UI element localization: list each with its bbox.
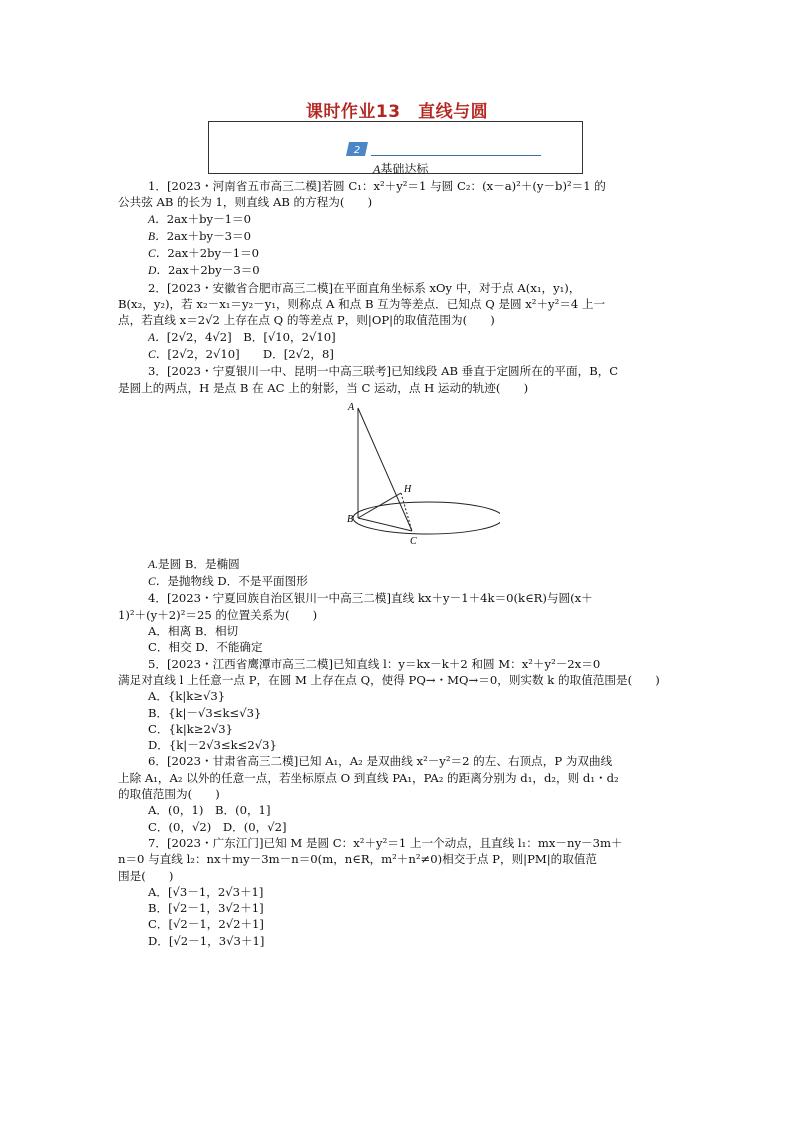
option-c: C．{k|k≥2√3} [148,721,234,736]
banner-underline [371,155,541,156]
question-text: 4．[2023・宁夏回族自治区银川一中高三二模]直线 kx＋y－1＋4k＝0(k∈R)与圆(x＋ [148,591,593,606]
segment-ac [358,408,412,531]
question-text: 2．[2023・安徽省合肥市高三二模]在平面直角坐标系 xOy 中，对于点 A(x₁，y₁)， [148,280,581,295]
question-1 [118,178,684,280]
question-text: n＝0 与直线 l₂：nx＋my－3m－n＝0(m，n∈R，m²＋n²≠0)相交于点 P，则|PM|的取值范 [118,852,598,867]
option-a: A.是圆 B．是椭圆 [148,556,240,571]
label-h: H [404,483,412,495]
question-4 [118,590,684,655]
question-text: 3．[2023・宁夏银川一中、昆明一中高三联考]已知线段 AB 垂直于定圆所在的平面，B，C [148,364,619,379]
badge-number: 2 [353,145,361,156]
option-a: A．[2√2，4√2] B．[√10，2√10] [148,329,336,344]
option-b: B．2ax＋by－3＝0 [148,228,252,243]
label-a: A [348,401,355,413]
section-letter: A [373,162,381,176]
question-text: 满足对直线 l 上任意一点 P，在圆 M 上存在点 Q，使得 PQ→・MQ→＝0，则实数 k 的取值范围是( ) [118,672,660,687]
question-text: 上除 A₁，A₂ 以外的任意一点，若坐标原点 O 到直线 PA₁，PA₂ 的距离分别为 d₁，d₂，则 d₁・d₂ [118,770,619,785]
question-3 [118,363,684,590]
option-c: C．[√2－1，2√2＋1] [148,917,264,932]
question-text: 点，若直线 x＝2√2 上存在点 Q 的等差点 P，则|OP|的取值范围为( ) [118,313,495,328]
question-text: 1)²＋(y＋2)²＝25 的位置关系为( ) [118,607,318,622]
segment-bc [358,518,412,531]
question-list [118,178,684,949]
section-banner [208,121,583,174]
base-circle [353,502,500,534]
label-c: C [410,535,417,547]
option-d: D．{k|－2√3≤k≤2√3} [148,738,277,753]
segment-hc [401,493,412,531]
question-text: 是圆上的两点，H 是点 B 在 AC 上的射影，当 C 运动，点 H 运动的轨迹( ) [118,380,529,395]
option-a: A．(0，1) B．(0，1] [148,803,271,818]
option-a: A．{k|k≥√3} [148,689,226,704]
question-text: 6．[2023・甘肃省高三二模]已知 A₁，A₂ 是双曲线 x²－y²＝2 的左、右顶点，P 为双曲线 [148,754,613,769]
question-text: 围是( ) [118,868,174,883]
option-c: C．2ax＋2by－1＝0 [148,246,260,261]
question-6 [118,753,684,834]
question-text: 5．[2023・江西省鹰潭市高三二模]已知直线 l：y＝kx－k＋2 和圆 M：x²＋y²－2x＝0 [148,656,601,671]
option-d: D．2ax＋2by－3＝0 [148,263,260,278]
option-d: D．[√2－1，3√3＋1] [148,933,265,948]
option-c: C．相交 D．不能确定 [148,640,263,655]
option-c: C．(0，√2) D．(0，√2] [148,819,287,834]
badge-icon [346,142,368,156]
geometry-figure [118,396,684,556]
question-text: 1．[2023・河南省五市高三二模]若圆 C₁：x²＋y²＝1 与圆 C₂：(x－a)²＋(y－b)²＝1 的 [148,179,606,193]
cone-diagram [340,396,500,556]
option-c: C．[2√2，2√10] D．[2√2，8] [148,346,334,361]
page-title: 课时作业13 直线与圆 [305,102,489,122]
question-text: 的取值范围为( ) [118,787,220,802]
segment-bh [358,493,401,518]
label-b: B [347,513,354,525]
section-heading [373,160,428,177]
question-text: B(x₂，y₂)，若 x₂－x₁＝y₂－y₁，则称点 A 和点 B 互为等差点．已知点 Q 是圆 x²＋y²＝4 上一 [118,297,606,312]
option-c: C．是抛物线 D．不是平面图形 [148,574,308,589]
option-b: B．[√2－1，3√2＋1] [148,901,264,916]
option-b: B．{k|－√3≤k≤√3} [148,705,262,720]
question-7 [118,835,684,949]
question-5 [118,656,684,754]
option-a: A．[√3－1，2√3＋1] [148,884,264,899]
question-2 [118,280,684,363]
option-a: A．相离 B．相切 [148,624,239,639]
option-a: A．2ax＋by－1＝0 [148,211,252,226]
question-text: 公共弦 AB 的长为 1，则直线 AB 的方程为( ) [118,195,373,210]
section-label: 基础达标 [380,162,429,176]
question-text: 7．[2023・广东江门]已知 M 是圆 C：x²＋y²＝1 上一个动点，且直线 l₁：mx－ny－3m＋ [148,835,623,850]
